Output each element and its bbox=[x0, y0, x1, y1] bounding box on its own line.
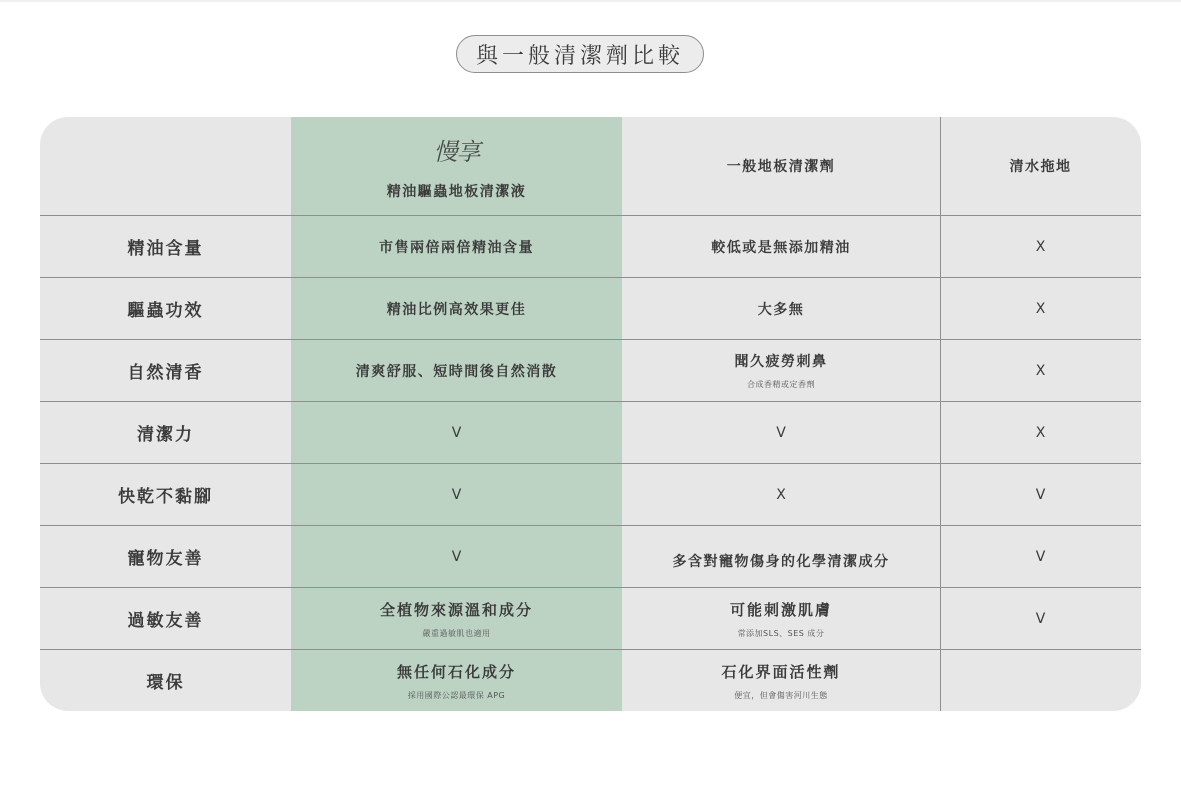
brand-logo: 慢享 bbox=[433, 137, 480, 166]
table-row bbox=[40, 339, 1141, 401]
product-value: 全植物來源溫和成分 bbox=[379, 600, 533, 619]
water-value: V bbox=[1035, 486, 1046, 503]
water-value: X bbox=[1035, 300, 1046, 317]
row-label: 精油含量 bbox=[127, 239, 204, 259]
general-value: X bbox=[776, 486, 786, 503]
general-value: 石化界面活性劑 bbox=[721, 662, 841, 681]
comparison-table bbox=[40, 117, 1141, 711]
table-row bbox=[40, 649, 1141, 711]
product-name: 精油驅蟲地板清潔液 bbox=[386, 183, 527, 200]
header-row bbox=[40, 117, 1141, 215]
water-value: V bbox=[1035, 548, 1046, 565]
product-value: 清爽舒服、短時間後自然消散 bbox=[355, 363, 558, 380]
row-label: 環保 bbox=[146, 673, 185, 693]
row-label: 寵物友善 bbox=[127, 549, 204, 569]
general-value: 聞久疲勞刺鼻 bbox=[734, 354, 828, 370]
header-general-cleaner bbox=[622, 117, 940, 215]
general-value: 較低或是無添加精油 bbox=[711, 239, 851, 256]
product-value: V bbox=[451, 548, 462, 565]
water-value: X bbox=[1035, 424, 1046, 441]
row-label: 自然清香 bbox=[127, 363, 204, 383]
table-row bbox=[40, 401, 1141, 463]
row-label: 清潔力 bbox=[137, 425, 194, 445]
general-value: 可能刺激肌膚 bbox=[729, 600, 832, 619]
product-subnote: 嚴重過敏肌也適用 bbox=[422, 628, 491, 638]
general-value: V bbox=[776, 424, 786, 441]
general-subnote: 便宜，但會傷害河川生態 bbox=[734, 690, 828, 700]
table-row bbox=[40, 587, 1141, 649]
general-value: 多含對寵物傷身的化學清潔成分 bbox=[672, 553, 890, 570]
water-value: X bbox=[1035, 362, 1046, 379]
product-value: 精油比例高效果更佳 bbox=[386, 301, 527, 318]
row-label: 過敏友善 bbox=[127, 611, 204, 631]
table-row bbox=[40, 525, 1141, 587]
row-label: 快乾不黏腳 bbox=[118, 487, 213, 507]
general-value: 大多無 bbox=[757, 301, 805, 318]
header-col3-label: 清水拖地 bbox=[1009, 159, 1072, 175]
product-value: V bbox=[451, 486, 462, 503]
water-value: V bbox=[1035, 610, 1046, 627]
product-value: 無任何石化成分 bbox=[396, 662, 516, 681]
water-value: X bbox=[1035, 238, 1046, 255]
top-divider bbox=[0, 0, 1181, 2]
product-value: V bbox=[451, 424, 462, 441]
header-product-cell bbox=[291, 117, 622, 215]
row-label: 驅蟲功效 bbox=[127, 301, 204, 321]
product-subnote: 採用國際公認最環保 APG bbox=[407, 690, 506, 700]
product-value: 市售兩倍兩倍精油含量 bbox=[379, 239, 534, 256]
general-subnote: 合成香精或定香劑 bbox=[747, 380, 815, 389]
header-empty-cell bbox=[40, 117, 291, 215]
table-row bbox=[40, 277, 1141, 339]
table-row bbox=[40, 463, 1141, 525]
header-col2-label: 一般地板清潔劑 bbox=[726, 159, 836, 175]
table-row bbox=[40, 215, 1141, 277]
header-water-mop bbox=[940, 117, 1141, 215]
page-title: 與一般清潔劑比較 bbox=[456, 35, 704, 73]
general-subnote: 常添加SLS、SES 成分 bbox=[737, 628, 825, 638]
